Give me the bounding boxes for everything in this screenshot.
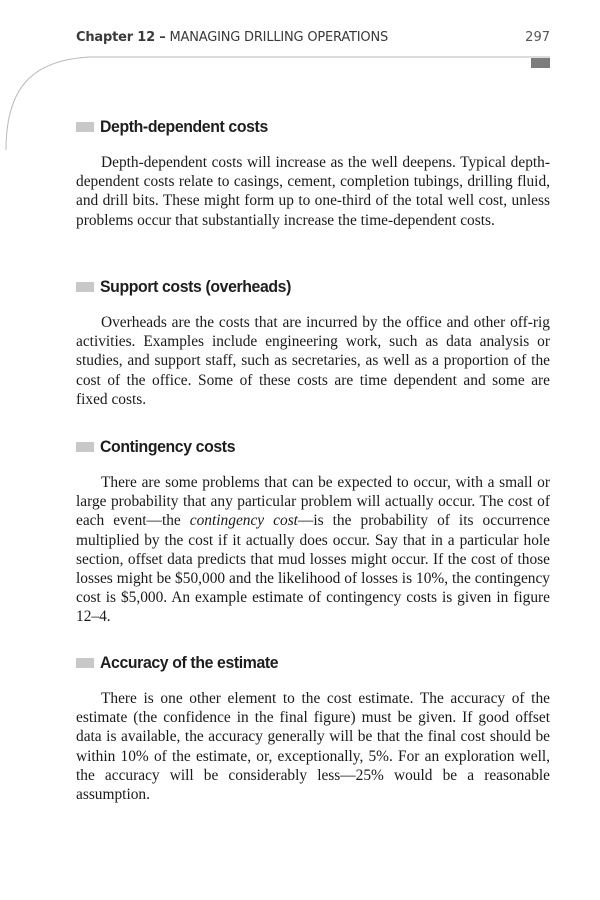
section-heading-text: Depth-dependent costs	[100, 117, 268, 136]
section-heading-text: Contingency costs	[100, 437, 236, 456]
section-accuracy-of-estimate	[76, 652, 550, 804]
paragraph-text: There are some problems that can be expected to occur, with a small or large probability that any particular problem will actually occur. The cost of each event—the	[76, 474, 550, 530]
heading-bullet-icon	[76, 122, 94, 132]
section-heading	[76, 116, 550, 138]
section-contingency-costs	[76, 436, 550, 627]
section-paragraph: There is one other element to the cost estimate. The accuracy of the estimate (the confidence in the final figure) must be given. If good offset data is available, the accuracy generally will be that the final cost should be within 10% of the estimate, or, exceptionally, 5%. For an exploration well, the accuracy will be considerably less—25% would be a reasonable assumption.	[76, 690, 550, 804]
heading-bullet-icon	[76, 282, 94, 292]
running-header	[76, 30, 550, 50]
section-heading	[76, 652, 550, 674]
section-depth-dependent-costs	[76, 116, 550, 230]
page-tab-marker	[531, 58, 550, 68]
section-heading	[76, 436, 550, 458]
chapter-heading	[76, 30, 388, 45]
heading-bullet-icon	[76, 442, 94, 452]
page-number: 297	[525, 30, 550, 45]
section-paragraph	[76, 473, 550, 627]
section-heading-text: Support costs (overheads)	[100, 277, 291, 296]
section-heading	[76, 276, 550, 298]
paragraph-text: —is the probability of its occurrence multiplied by the cost if it actually does occur. Say that in a particular hole section, offset data predicts that mud losses might occur. If the cost of those losses might be $50,000 and the likelihood of losses is 10%, the contingency cost is $5,000. An example estimate of contingency costs is given in figure 12–4.	[76, 512, 550, 626]
section-paragraph: Overheads are the costs that are incurred by the office and other off-rig activities. Examples include engineering work, such as data analysis or studies, and support staff, such as secretaries, as well as a proportion of the cost of the office. Some of these costs are time dependent and some are fixed costs.	[76, 314, 550, 408]
section-support-costs	[76, 276, 550, 409]
chapter-label: Chapter 12 –	[76, 30, 166, 45]
emphasized-term: contingency cost	[189, 512, 298, 530]
chapter-title: MANAGING DRILLING OPERATIONS	[169, 30, 389, 45]
section-heading-text: Accuracy of the estimate	[100, 653, 279, 672]
section-paragraph: Depth-dependent costs will increase as the well deepens. Typical depth-dependent costs relate to casings, cement, completion tubings, drilling fluid, and drill bits. These might form up to one-third of the total well cost, unless problems occur that substantially increase the time-dependent costs.	[76, 154, 550, 229]
heading-bullet-icon	[76, 658, 94, 668]
